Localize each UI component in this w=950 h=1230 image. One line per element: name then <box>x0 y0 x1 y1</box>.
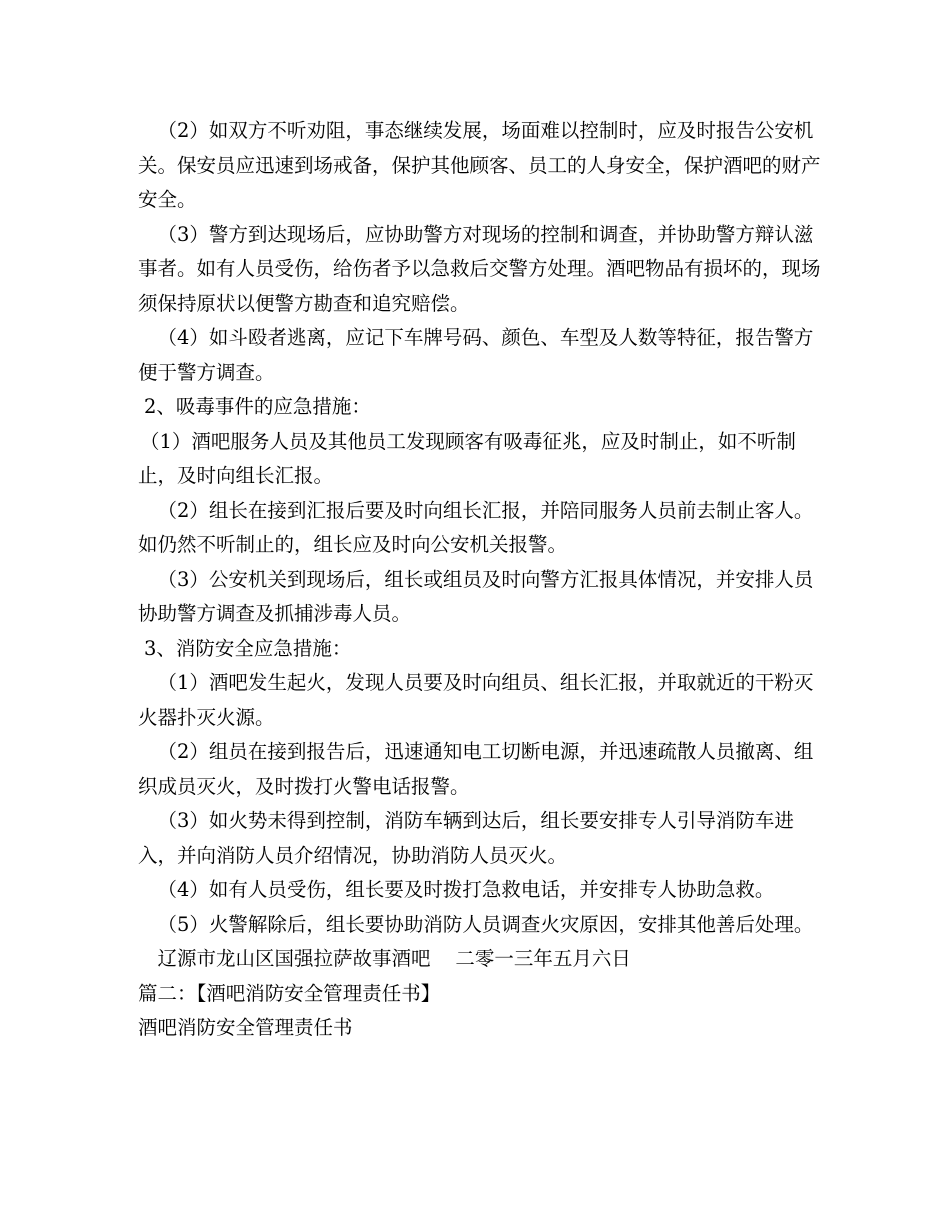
paragraph-fire-1: （1）酒吧发生起火，发现人员要及时向组员、组长汇报，并取就近的干粉灭火器扑灭火源。 <box>138 671 814 729</box>
paragraph-drug-2: （2）组长在接到汇报后要及时向组长汇报，并陪同服务人员前去制止客人。如仍然不听制止的，组长应及时向公安机关报警。 <box>138 498 814 556</box>
section-heading-drug-incident: 2、吸毒事件的应急措施： <box>144 395 371 418</box>
paragraph-fire-2: （2）组员在接到报告后，迅速通知电工切断电源，并迅速疏散人员撤离、组织成员灭火，及时拨打火警电话报警。 <box>138 740 814 798</box>
paragraph-3-police-arrival: （3）警方到达现场后，应协助警方对现场的控制和调查，并协助警方辩认滋事者。如有人员受伤，给伤者予以急救后交警方处理。酒吧物品有损坏的，现场须保持原状以便警方勘查和追究赔偿。 <box>138 222 821 315</box>
signature-line <box>138 942 828 977</box>
paragraph-fire-5: （5）火警解除后，组长要协助消防人员调查火灾原因，安排其他善后处理。 <box>157 912 814 936</box>
paragraph-drug-1: （1）酒吧服务人员及其他员工发现顾客有吸毒征兆，应及时制止，如不听制止，及时向组长汇报。 <box>138 429 796 487</box>
paragraph-4-suspect-escape: （4）如斗殴者逃离，应记下车牌号码、颜色、车型及人数等特征，报告警方便于警方调查。 <box>138 326 814 384</box>
signature-org: 辽源市龙山区国强拉萨故事酒吧 <box>157 947 431 970</box>
section-heading-fire-safety: 3、消防安全应急措施： <box>144 636 352 660</box>
section-heading-part-two: 篇二：【酒吧消防安全管理责任书】 <box>138 981 441 1005</box>
signature-date: 二零一三年五月六日 <box>455 947 631 970</box>
document-body <box>138 114 828 1046</box>
section-title: 酒吧消防安全管理责任书 <box>138 1016 353 1039</box>
paragraph-fire-4: （4）如有人员受伤，组长要及时拨打急救电话，并安排专人协助急救。 <box>157 878 775 901</box>
paragraph-drug-3: （3）公安机关到现场后，组长或组员及时向警方汇报具体情况，并安排人员协助警方调查及抓捕涉毒人员。 <box>138 567 814 625</box>
paragraph-2-brawl-escalation: （2）如双方不听劝阻，事态继续发展，场面难以控制时，应及时报告公安机关。保安员应迅速到场戒备，保护其他顾客、员工的人身安全，保护酒吧的财产安全。 <box>138 119 821 211</box>
paragraph-fire-3: （3）如火势未得到控制，消防车辆到达后，组长要安排专人引导消防车进入，并向消防人员介绍情况，协助消防人员灭火。 <box>138 809 794 867</box>
